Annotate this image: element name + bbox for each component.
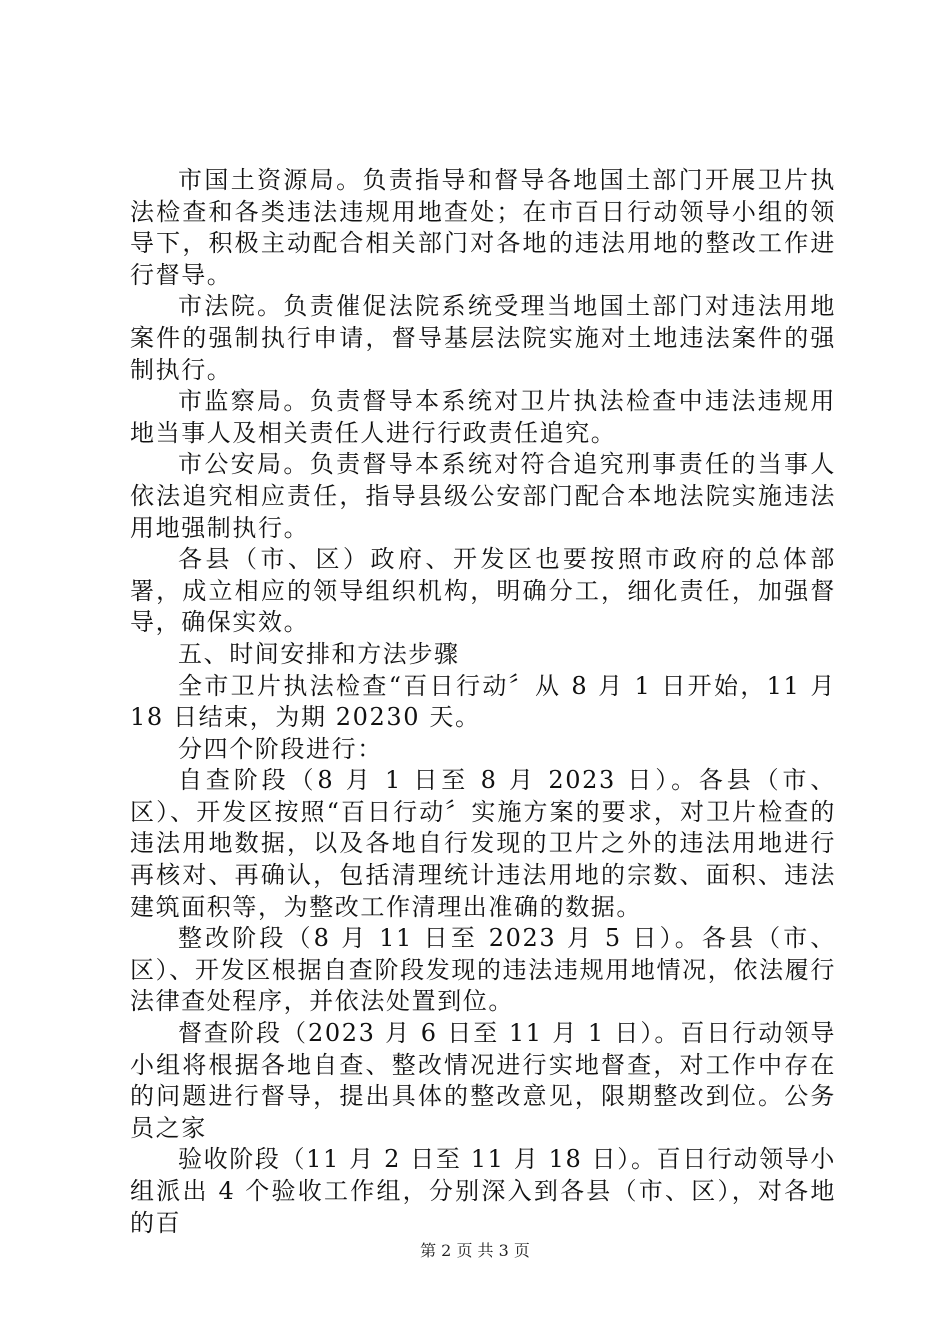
page-number-footer: 第 2 页 共 3 页 xyxy=(420,1241,530,1260)
paragraph-public-security-bureau: 市公安局。负责督导本系统对符合追究刑事责任的当事人依法追究相应责任，指导县级公安部门配合本地法院实施违法用地强制执行。 xyxy=(130,450,836,542)
section-heading-schedule: 五、时间安排和方法步骤 xyxy=(178,639,460,668)
paragraph-supervision-bureau: 市监察局。负责督导本系统对卫片执法检查中违法违规用地当事人及相关责任人进行行政责任追究。 xyxy=(130,387,836,447)
paragraph-action-period: 全市卫片执法检查“百日行动〞从 8 月 1 日开始，11 月 18 日结束，为期 20230 天。 xyxy=(130,671,836,732)
paragraph-self-check-stage: 自查阶段（8 月 1 日至 8 月 2023 日）。各县（市、区）、开发区按照“百日行动〞实施方案的要求，对卫片检查的违法用地数据，以及各地自行发现的卫片之外的违法用地进行再核对、再确认，包括清理统计违法用地的宗数、面积、违法建筑面积等，为整改工作清理出准确的数据。 xyxy=(130,766,836,921)
paragraph-rectification-stage: 整改阶段（8 月 11 日至 2023 月 5 日）。各县（市、区）、开发区根据自查阶段发现的违法违规用地情况，依法履行法律查处程序，并依法处置到位。 xyxy=(130,924,836,1016)
paragraph-county-governments: 各县（市、区）政府、开发区也要按照市政府的总体部署，成立相应的领导组织机构，明确分工，细化责任，加强督导，确保实效。 xyxy=(130,545,836,637)
paragraph-four-stages: 分四个阶段进行： xyxy=(178,734,383,763)
document-body xyxy=(130,165,836,1239)
paragraph-acceptance-stage: 验收阶段（11 月 2 日至 11 月 18 日）。百日行动领导小组派出 4 个验收工作组，分别深入到各县（市、区），对各地的百 xyxy=(130,1145,836,1237)
paragraph-land-resources-bureau: 市国土资源局。负责指导和督导各地国土部门开展卫片执法检查和各类违法违规用地查处；在市百日行动领导小组的领导下，积极主动配合相关部门对各地的违法用地的整改工作进行督导。 xyxy=(130,166,836,289)
paragraph-inspection-stage: 督查阶段（2023 月 6 日至 11 月 1 日）。百日行动领导小组将根据各地自查、整改情况进行实地督查，对工作中存在的问题进行督导，提出具体的整改意见，限期整改到位。公务员之家 xyxy=(130,1019,836,1142)
paragraph-city-court: 市法院。负责催促法院系统受理当地国土部门对违法用地案件的强制执行申请，督导基层法院实施对土地违法案件的强制执行。 xyxy=(130,292,836,384)
